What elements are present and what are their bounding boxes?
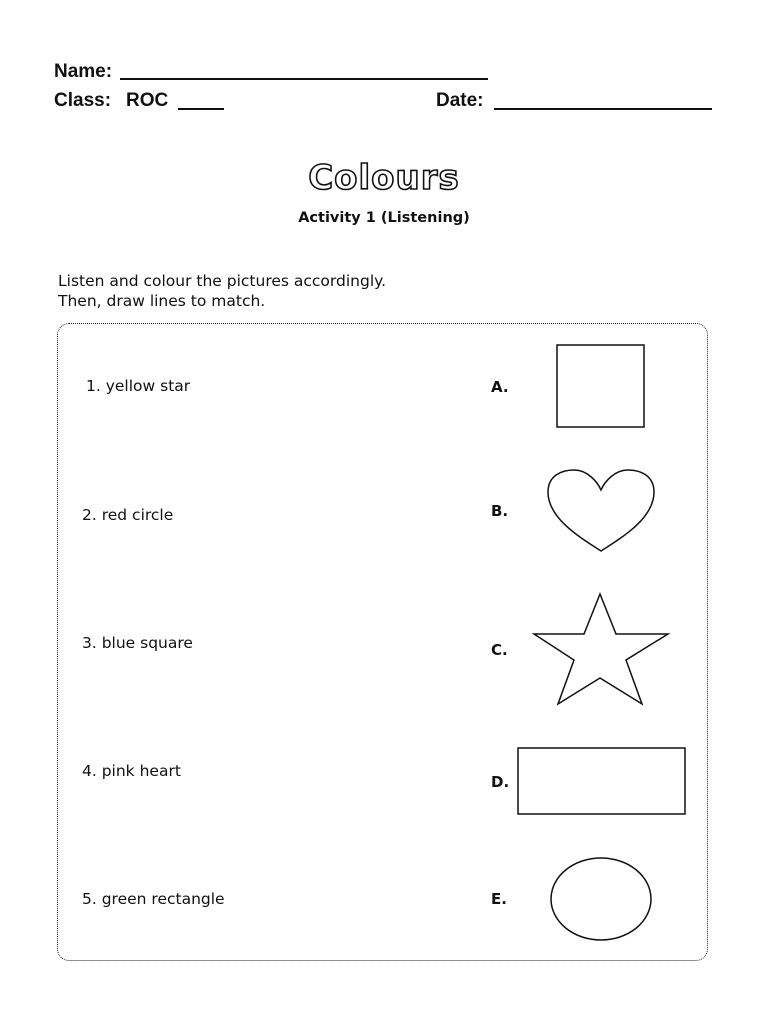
activity-subtitle: Activity 1 (Listening) (298, 210, 470, 226)
instruction-line: Then, draw lines to match. (58, 292, 266, 310)
star-icon[interactable] (534, 594, 668, 704)
item-5: 5. green rectangle (82, 890, 225, 908)
rectangle-icon[interactable] (518, 748, 685, 814)
name-label: Name: (54, 61, 113, 82)
heart-icon[interactable] (548, 470, 654, 551)
option-a-label: A. (491, 378, 509, 396)
option-e-label: E. (491, 890, 507, 908)
class-label: Class: (54, 90, 112, 111)
item-3: 3. blue square (82, 634, 193, 652)
option-b-label: B. (491, 502, 509, 520)
item-1: 1. yellow star (86, 377, 191, 395)
date-label: Date: (436, 90, 484, 111)
option-c-label: C. (491, 641, 508, 659)
worksheet-title: Colours (308, 158, 460, 198)
circle-icon[interactable] (551, 858, 651, 940)
item-2: 2. red circle (82, 506, 174, 524)
square-icon[interactable] (557, 345, 644, 427)
item-4: 4. pink heart (82, 762, 181, 780)
option-d-label: D. (491, 773, 510, 791)
instruction-line: Listen and colour the pictures accordingly. (58, 272, 387, 290)
class-value: ROC (126, 90, 169, 111)
